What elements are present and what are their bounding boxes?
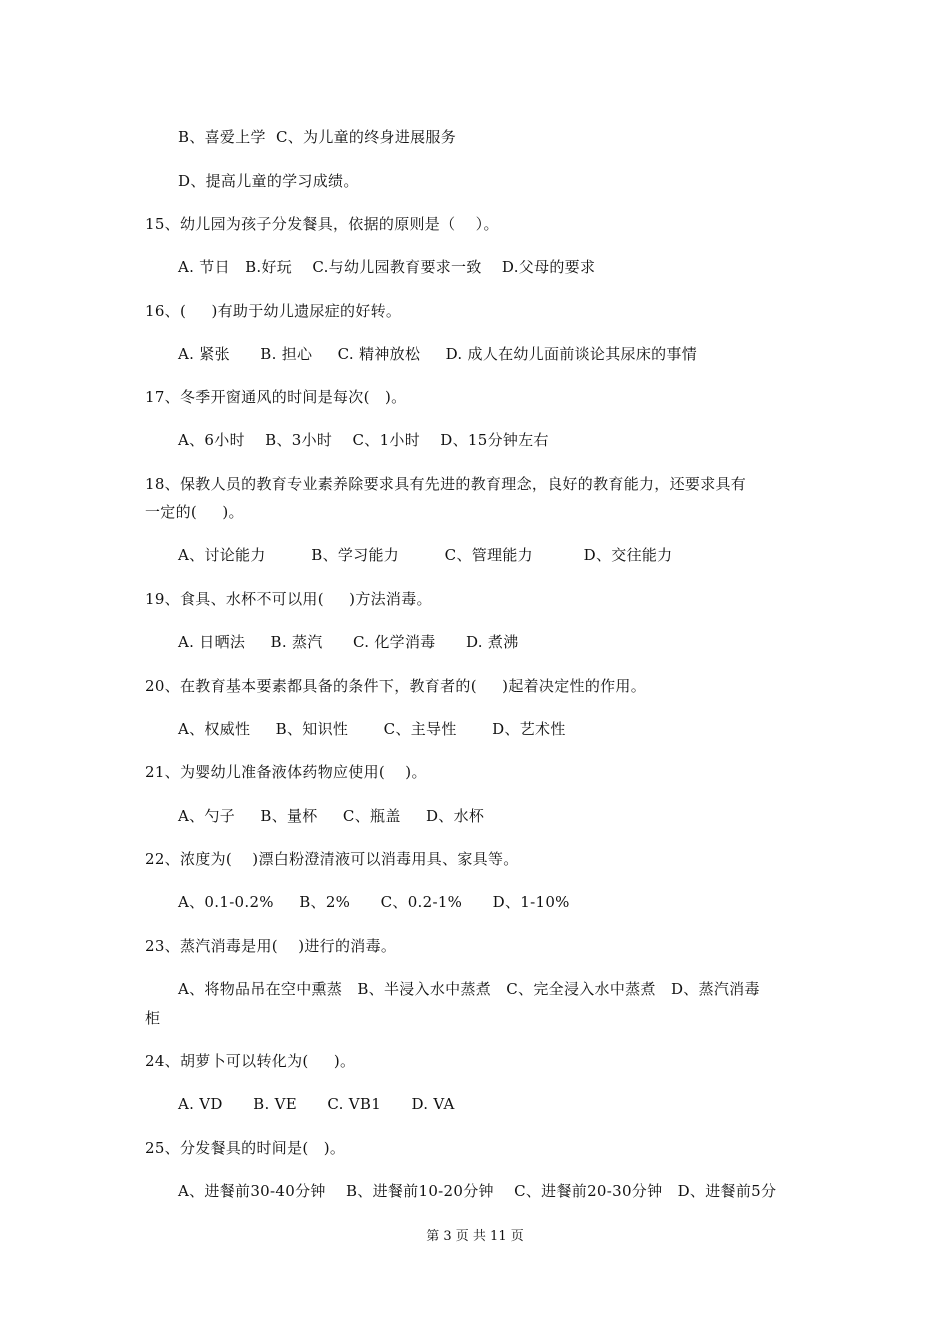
question-20: 20、在教育基本要素都具备的条件下，教育者的( )起着决定性的作用。 xyxy=(145,677,647,695)
question-24: 24、胡萝卜可以转化为( )。 xyxy=(145,1052,356,1070)
question-15: 15、幼儿园为孩子分发餐具，依据的原则是（ ）。 xyxy=(145,215,499,233)
question-22-options: A、0.1-0.2% B、2% C、0.2-1% D、1-10% xyxy=(178,893,570,911)
question-20-options: A、权威性 B、知识性 C、主导性 D、艺术性 xyxy=(178,720,566,738)
question-25: 25、分发餐具的时间是( )。 xyxy=(145,1139,346,1157)
question-16-options: A. 紧张 B. 担心 C. 精神放松 D. 成人在幼儿面前谈论其尿床的事情 xyxy=(178,345,698,363)
question-14-option-d: D、提高儿童的学习成绩。 xyxy=(178,172,359,190)
question-25-options: A、进餐前30-40分钟 B、进餐前10-20分钟 C、进餐前20-30分钟 D、进餐前5分 xyxy=(178,1182,777,1200)
question-18-options: A、讨论能力 B、学习能力 C、管理能力 D、交往能力 xyxy=(178,546,673,564)
question-24-options: A. VD B. VE C. VB1 D. VA xyxy=(178,1095,455,1113)
question-16: 16、( )有助于幼儿遗尿症的好转。 xyxy=(145,302,402,320)
question-18: 18、保教人员的教育专业素养除要求具有先进的教育理念，良好的教育能力，还要求具有 xyxy=(145,475,747,493)
question-23: 23、蒸汽消毒是用( )进行的消毒。 xyxy=(145,937,397,955)
question-22: 22、浓度为( )漂白粉澄清液可以消毒用具、家具等。 xyxy=(145,850,519,868)
question-15-options: A. 节日 B.好玩 C.与幼儿园教育要求一致 D.父母的要求 xyxy=(178,258,596,276)
question-23-options-continued: 柜 xyxy=(145,1009,161,1027)
page-number-footer: 第 3 页 共 11 页 xyxy=(426,1229,524,1244)
question-21-options: A、勺子 B、量杯 C、瓶盖 D、水杯 xyxy=(178,807,485,825)
question-17: 17、冬季开窗通风的时间是每次( )。 xyxy=(145,388,407,406)
question-21: 21、为婴幼儿准备液体药物应使用( )。 xyxy=(145,763,427,781)
question-18-continued: 一定的( )。 xyxy=(145,503,244,521)
question-14-options-continued: B、喜爱上学 C、为儿童的终身进展服务 xyxy=(178,128,457,146)
question-17-options: A、6小时 B、3小时 C、1小时 D、15分钟左右 xyxy=(178,431,549,449)
question-23-options: A、将物品吊在空中熏蒸 B、半浸入水中蒸煮 C、完全浸入水中蒸煮 D、蒸汽消毒 xyxy=(178,980,760,998)
question-19-options: A. 日晒法 B. 蒸汽 C. 化学消毒 D. 煮沸 xyxy=(178,633,519,651)
question-19: 19、食具、水杯不可以用( )方法消毒。 xyxy=(145,590,432,608)
